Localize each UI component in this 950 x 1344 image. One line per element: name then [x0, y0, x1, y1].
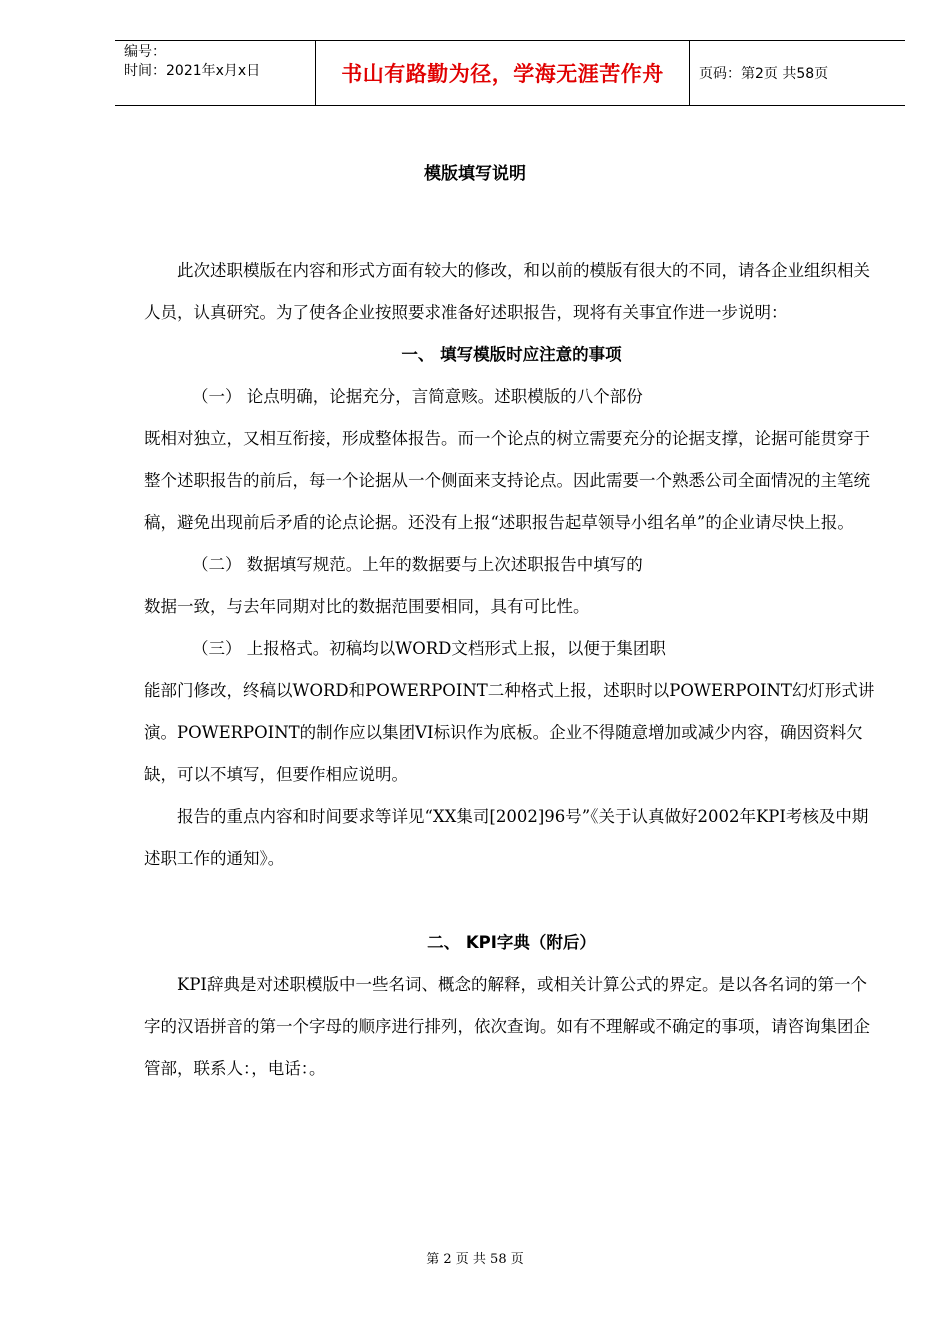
header-page-info: 页码：第2页 共58页 — [699, 66, 829, 82]
time-label: 时间：2021年x月x日 — [124, 63, 261, 79]
serial-label: 编号： — [124, 44, 166, 60]
page-footer: 第 2 页 共 58 页 — [426, 1252, 524, 1267]
item-1-lead: （一） 论点明确，论据充分，言简意赅。述职模版的八个部份 — [192, 387, 643, 406]
item-2-text: 数据一致，与去年同期对比的数据范围要相同，具有可比性。 — [144, 597, 590, 616]
document-title: 模版填写说明 — [424, 164, 526, 184]
item-3-text: 能部门修改，终稿以WORD和POWERPOINT二种格式上报，述职时以POWERPOINT幻灯形式讲演。POWERPOINT的制作应以集团VI标识作为底板。企业不得随意增加或减少内容，确因资料欠缺，可以不填写，但要作相应说明。 — [144, 681, 875, 784]
section-1-heading: 一、 填写模版时应注意的事项 — [401, 345, 622, 364]
page-header — [115, 40, 905, 106]
header-meta — [115, 41, 316, 105]
item-3-lead: （三） 上报格式。初稿均以WORD文档形式上报，以便于集团职 — [192, 639, 666, 658]
item-2-lead: （二） 数据填写规范。上年的数据要与上次述职报告中填写的 — [192, 555, 643, 574]
item-1-text: 既相对独立，又相互衔接，形成整体报告。而一个论点的树立需要充分的论据支撑，论据可能贯穿于整个述职报告的前后，每一个论据从一个侧面来支持论点。因此需要一个熟悉公司全面情况的主笔统稿，避免出现前后矛盾的论点论据。还没有上报“述职报告起草领导小组名单”的企业请尽快上报。 — [144, 429, 870, 532]
section-spacer — [144, 880, 879, 922]
header-motto: 书山有路勤为径，学海无涯苦作舟 — [316, 41, 690, 105]
notice-paragraph: 报告的重点内容和时间要求等详见“XX集司[2002]96号”《关于认真做好2002年KPI考核及中期述职工作的通知》。 — [144, 807, 869, 868]
kpi-dictionary-paragraph: KPI辞典是对述职模版中一些名词、概念的解释，或相关计算公式的界定。是以各名词的第一个字的汉语拼音的第一个字母的顺序进行排列，依次查询。如有不理解或不确定的事项，请咨询集团企管部，联系人：，电话：。 — [144, 975, 870, 1078]
intro-paragraph: 此次述职模版在内容和形式方面有较大的修改，和以前的模版有很大的不同，请各企业组织相关人员，认真研究。为了使各企业按照要求准备好述职报告，现将有关事宜作进一步说明： — [144, 261, 870, 322]
section-2-heading: 二、 KPI字典（附后） — [427, 933, 596, 952]
document-body — [144, 250, 879, 1090]
